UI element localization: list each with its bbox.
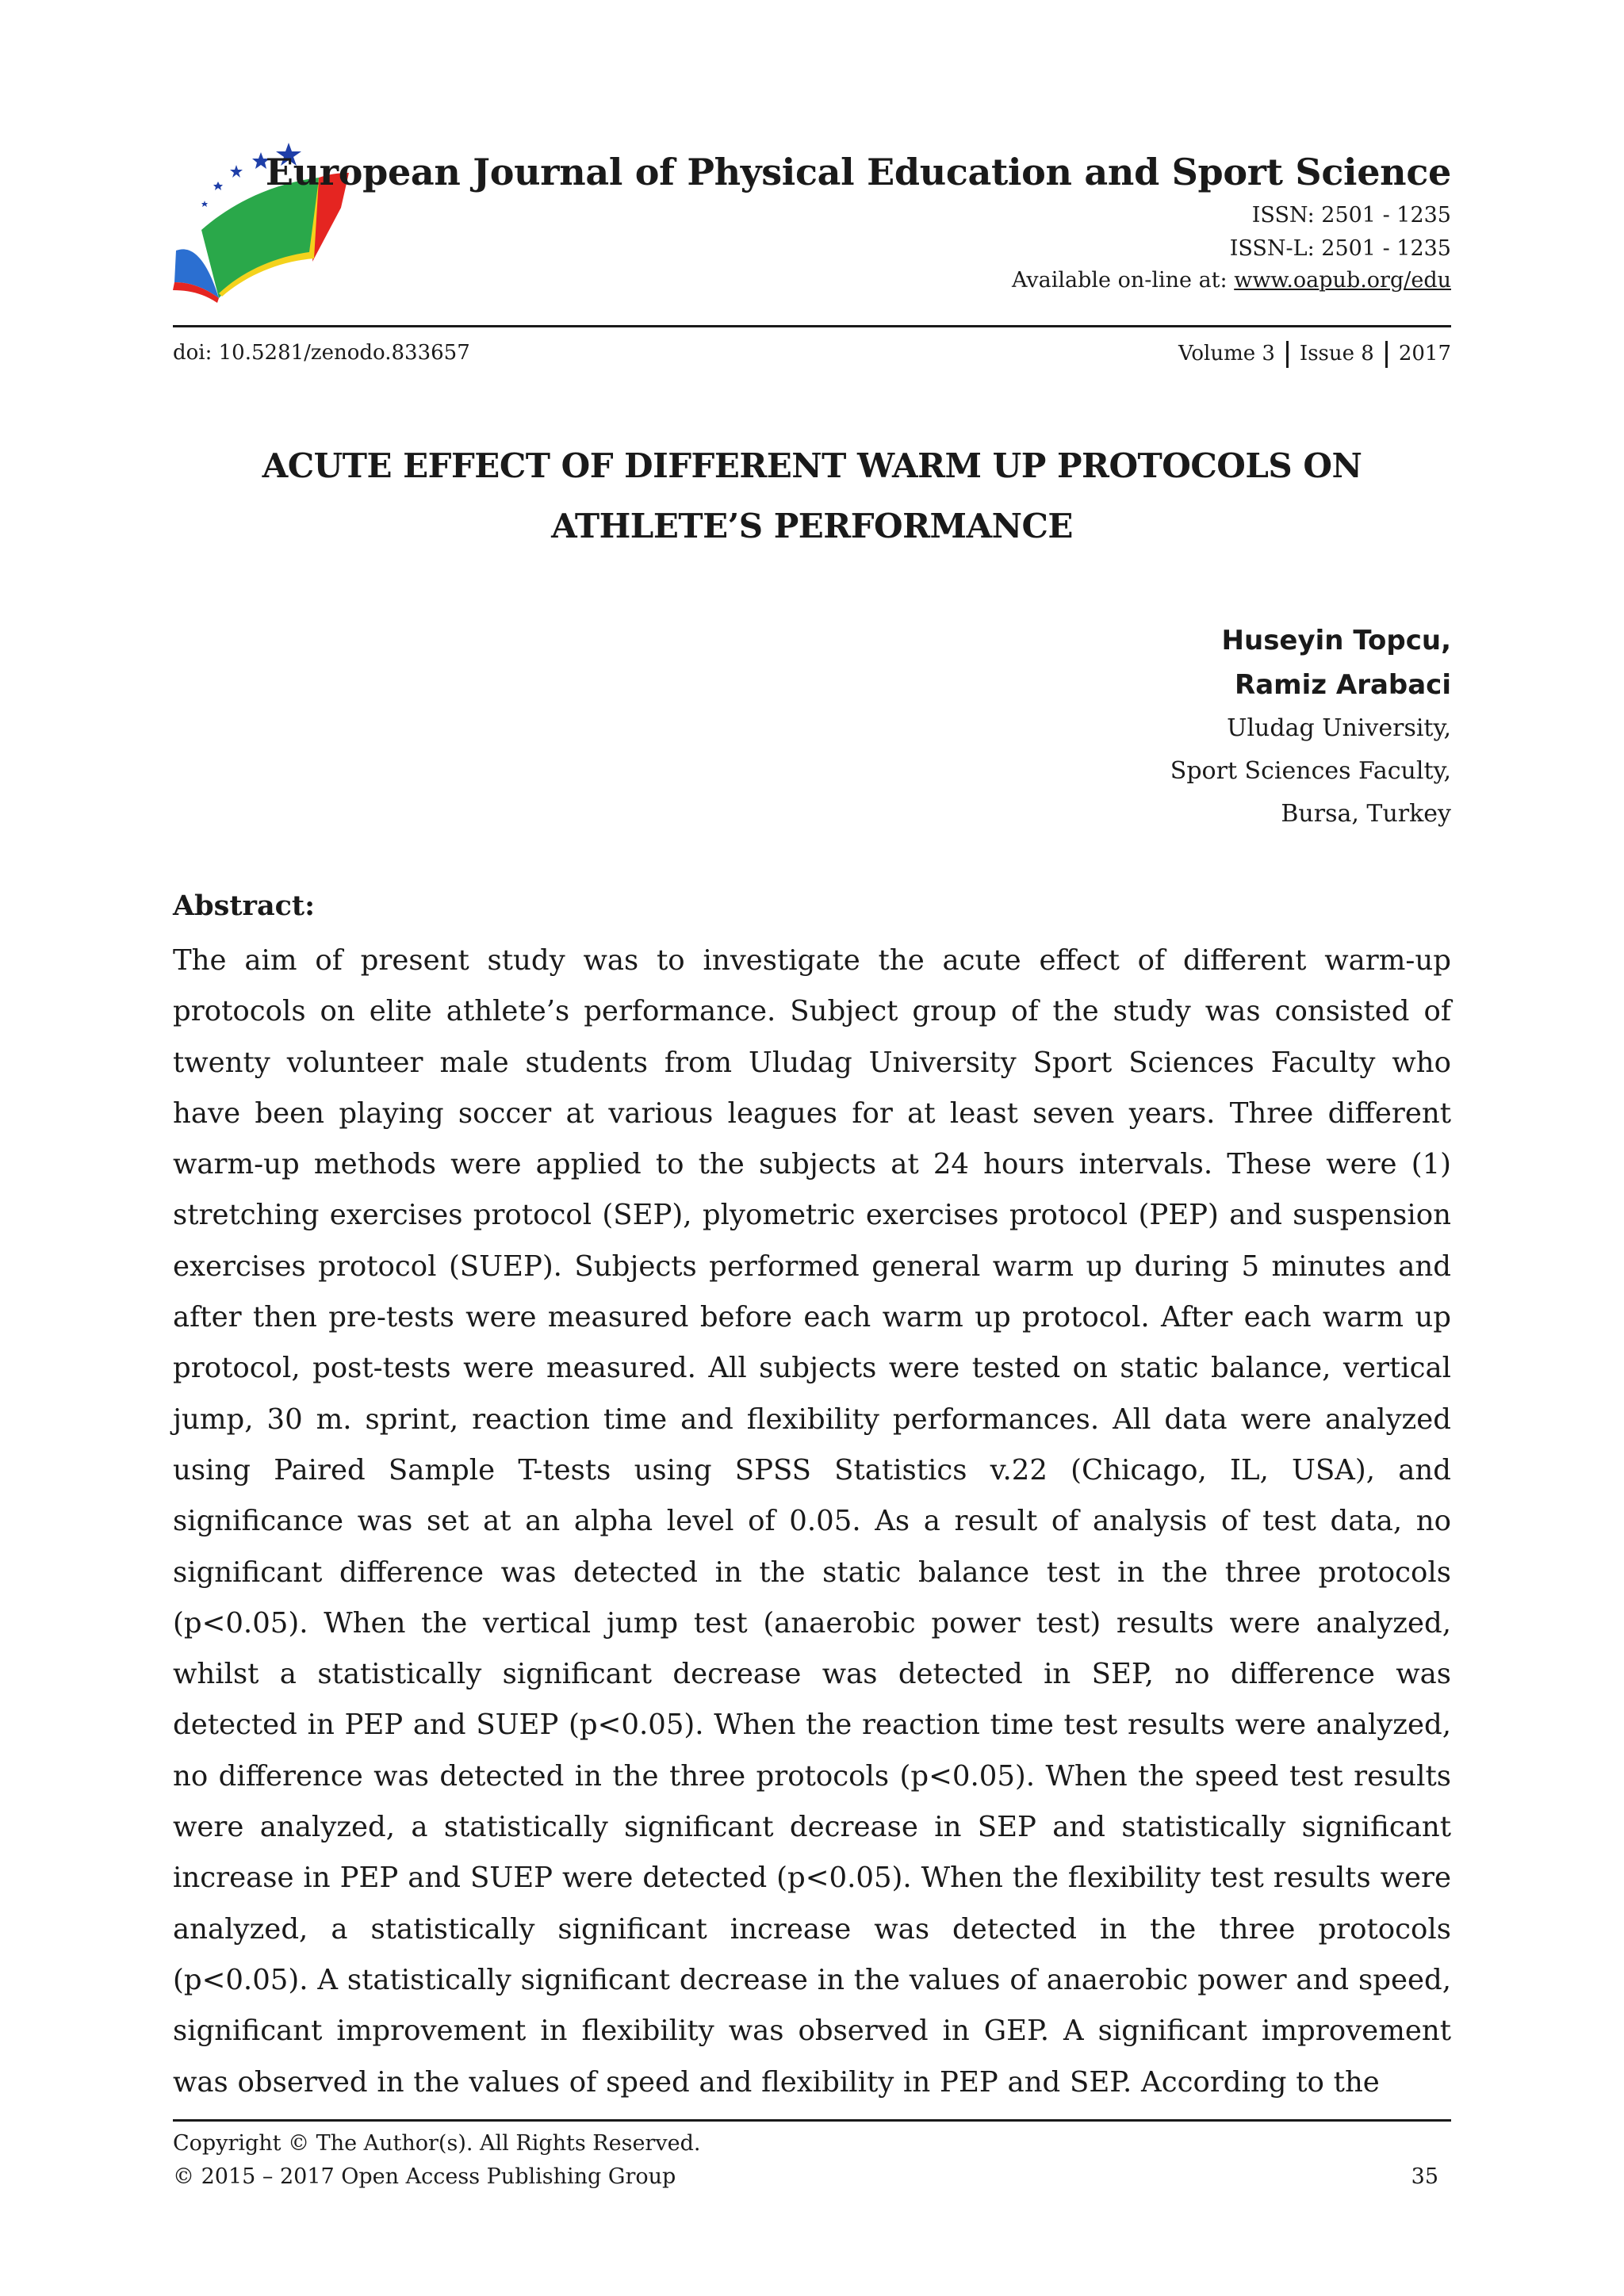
author-name: Ramiz Arabaci [1235, 669, 1451, 701]
abstract-heading: Abstract: [173, 890, 316, 922]
affiliation-line: Uludag University, [1227, 714, 1451, 742]
journal-url-link[interactable]: www.oapub.org/edu [1234, 268, 1451, 293]
article-title [173, 436, 1451, 557]
journal-title: European Journal of Physical Education and Sport Science [265, 151, 1451, 193]
affiliation-line: Sport Sciences Faculty, [1170, 757, 1451, 785]
footer-rule [173, 2119, 1451, 2122]
logo-star [230, 165, 243, 178]
separator [1286, 341, 1289, 368]
title-line: ACUTE EFFECT OF DIFFERENT WARM UP PROTOCOLS ON [262, 446, 1362, 485]
year: 2017 [1398, 342, 1451, 365]
issn: ISSN: 2501 - 1235 [1251, 203, 1451, 228]
availability-line [1012, 268, 1451, 293]
copyright-notice: Copyright © The Author(s). All Rights Reserved. [173, 2131, 701, 2156]
availability-label: Available on-line at: [1011, 268, 1235, 293]
doi: doi: 10.5281/zenodo.833657 [173, 341, 470, 365]
logo-page-green [201, 178, 319, 298]
title-line: ATHLETE’S PERFORMANCE [551, 507, 1073, 545]
publisher-notice: © 2015 – 2017 Open Access Publishing Group [173, 2164, 676, 2189]
affiliation-line: Bursa, Turkey [1281, 800, 1451, 828]
header-rule [173, 325, 1451, 327]
page-number: 35 [1411, 2164, 1438, 2189]
separator [1385, 341, 1388, 368]
logo-star [201, 201, 208, 207]
author-block [1170, 618, 1451, 836]
issue: Issue 8 [1299, 342, 1374, 365]
abstract-text: The aim of present study was to investigate the acute effect of different warm-up protocols on elite athlete’s performance. Subject group of the study was consisted of twenty volunteer male students from Uludag University Sport Sciences Faculty who have been playing soccer at various leagues for at least seven years. Three different warm-up methods were applied to the subjects at 24 hours intervals. These were (1) stretching exercises protocol (SEP), plyometric exercises protocol (PEP) and suspension exercises protocol (SUEP). Subjects performed general warm up during 5 minutes and after then pre-tests were measured before each warm up protocol. After each warm up protocol, post-tests were measured. All subjects were tested on static balance, vertical jump, 30 m. sprint, reaction time and flexibility performances. All data were analyzed using Paired Sample T-tests using SPSS Statistics v.22 (Chicago, IL, USA), and significance was set at an alpha level of 0.05. As a result of analysis of test data, no significant difference was detected in the static balance test in the three protocols (p<0.05). When the vertical jump test (anaerobic power test) results were analyzed, whilst a statistically significant decrease was detected in SEP, no difference was detected in PEP and SUEP (p<0.05). When the reaction time test results were analyzed, no difference was detected in the three protocols (p<0.05). When the speed test results were analyzed, a statistically significant decrease in SEP and statistically significant increase in PEP and SUEP were detected (p<0.05). When the flexibility test results were analyzed, a statistically significant increase was detected in the three protocols (p<0.05). A statistically significant decrease in the values of anaerobic power and speed, significant improvement in flexibility was observed in GEP. A significant improvement was observed in the values of speed and flexibility in PEP and SEP. According to the [173, 944, 1451, 2099]
volume: Volume 3 [1178, 342, 1275, 365]
issn-l: ISSN-L: 2501 - 1235 [1229, 236, 1451, 261]
volume-issue-year [1178, 341, 1451, 368]
logo-star [213, 182, 223, 190]
author-name: Huseyin Topcu, [1221, 625, 1451, 656]
